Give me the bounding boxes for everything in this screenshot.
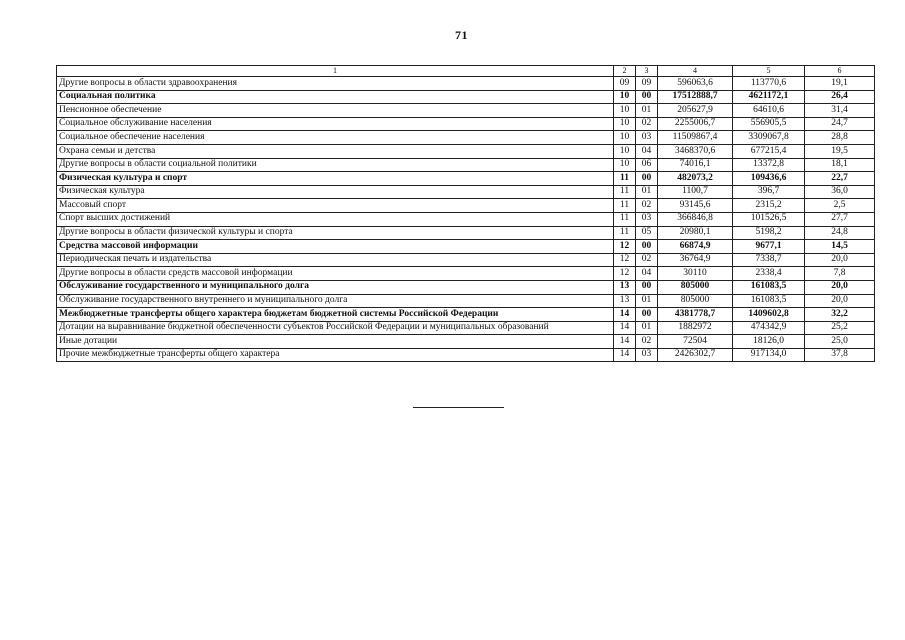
cell-section-code: 12 <box>614 240 636 254</box>
cell-percent: 37,8 <box>805 348 875 362</box>
cell-section-code: 14 <box>614 335 636 349</box>
cell-percent: 28,8 <box>805 131 875 145</box>
cell-percent: 32,2 <box>805 308 875 322</box>
cell-plan: 93145,6 <box>658 199 733 213</box>
cell-plan: 3468370,6 <box>658 144 733 158</box>
cell-section-code: 10 <box>614 117 636 131</box>
closing-divider-line <box>413 407 504 408</box>
cell-plan: 805000 <box>658 294 733 308</box>
table-row <box>57 321 875 335</box>
table-row <box>57 144 875 158</box>
cell-section-code: 13 <box>614 294 636 308</box>
cell-percent: 20,0 <box>805 253 875 267</box>
cell-percent: 20,0 <box>805 280 875 294</box>
cell-executed: 13372,8 <box>733 158 805 172</box>
cell-plan: 11509867,4 <box>658 131 733 145</box>
cell-subsection-code: 01 <box>636 104 658 118</box>
table-row <box>57 172 875 186</box>
cell-subsection-code: 01 <box>636 321 658 335</box>
cell-executed: 64610,6 <box>733 104 805 118</box>
cell-section-code: 11 <box>614 172 636 186</box>
cell-percent: 24,7 <box>805 117 875 131</box>
cell-plan: 482073,2 <box>658 172 733 186</box>
cell-plan: 20980,1 <box>658 226 733 240</box>
cell-section-code: 11 <box>614 226 636 240</box>
cell-subsection-code: 00 <box>636 280 658 294</box>
cell-executed: 161083,5 <box>733 280 805 294</box>
cell-executed: 5198,2 <box>733 226 805 240</box>
table-row <box>57 308 875 322</box>
column-header-executed: 5 <box>733 66 805 77</box>
cell-plan: 66874,9 <box>658 240 733 254</box>
cell-name: Обслуживание государственного внутреннего и муниципального долга <box>57 294 614 308</box>
cell-subsection-code: 00 <box>636 240 658 254</box>
cell-section-code: 10 <box>614 144 636 158</box>
cell-percent: 2,5 <box>805 199 875 213</box>
cell-percent: 22,7 <box>805 172 875 186</box>
cell-subsection-code: 06 <box>636 158 658 172</box>
cell-section-code: 10 <box>614 104 636 118</box>
cell-name: Другие вопросы в области средств массовой информации <box>57 267 614 281</box>
cell-subsection-code: 09 <box>636 77 658 91</box>
cell-percent: 19,1 <box>805 77 875 91</box>
table-row <box>57 253 875 267</box>
cell-name: Социальное обслуживание населения <box>57 117 614 131</box>
cell-executed: 101526,5 <box>733 212 805 226</box>
cell-name: Социальная политика <box>57 90 614 104</box>
cell-percent: 18,1 <box>805 158 875 172</box>
cell-executed: 917134,0 <box>733 348 805 362</box>
table-row <box>57 280 875 294</box>
cell-percent: 27,7 <box>805 212 875 226</box>
cell-section-code: 12 <box>614 253 636 267</box>
table-row <box>57 185 875 199</box>
cell-section-code: 11 <box>614 199 636 213</box>
cell-plan: 36764,9 <box>658 253 733 267</box>
cell-executed: 474342,9 <box>733 321 805 335</box>
cell-percent: 20,0 <box>805 294 875 308</box>
cell-executed: 18126,0 <box>733 335 805 349</box>
cell-subsection-code: 03 <box>636 348 658 362</box>
cell-executed: 556905,5 <box>733 117 805 131</box>
cell-section-code: 11 <box>614 212 636 226</box>
cell-percent: 7,8 <box>805 267 875 281</box>
column-header-name: 1 <box>57 66 614 77</box>
column-header-plan: 4 <box>658 66 733 77</box>
table-row <box>57 117 875 131</box>
cell-name: Охрана семьи и детства <box>57 144 614 158</box>
cell-plan: 205627,9 <box>658 104 733 118</box>
table-row <box>57 335 875 349</box>
cell-section-code: 10 <box>614 158 636 172</box>
table-row <box>57 158 875 172</box>
table-header-row <box>57 66 875 77</box>
cell-percent: 24,8 <box>805 226 875 240</box>
cell-name: Спорт высших достижений <box>57 212 614 226</box>
cell-percent: 14,5 <box>805 240 875 254</box>
cell-name: Периодическая печать и издательства <box>57 253 614 267</box>
cell-subsection-code: 02 <box>636 253 658 267</box>
cell-name: Прочие межбюджетные трансферты общего характера <box>57 348 614 362</box>
table-row <box>57 240 875 254</box>
cell-section-code: 11 <box>614 185 636 199</box>
cell-name: Пенсионное обеспечение <box>57 104 614 118</box>
cell-subsection-code: 02 <box>636 335 658 349</box>
column-header-section: 2 <box>614 66 636 77</box>
cell-plan: 805000 <box>658 280 733 294</box>
cell-name: Дотации на выравнивание бюджетной обеспеченности субъектов Российской Федерации и муниципальных образований <box>57 321 614 335</box>
cell-name: Иные дотации <box>57 335 614 349</box>
cell-executed: 2338,4 <box>733 267 805 281</box>
budget-table <box>56 65 875 362</box>
cell-executed: 396,7 <box>733 185 805 199</box>
cell-name: Межбюджетные трансферты общего характера бюджетам бюджетной системы Российской Федерации <box>57 308 614 322</box>
cell-plan: 596063,6 <box>658 77 733 91</box>
page-number: 71 <box>455 28 468 42</box>
table-row <box>57 212 875 226</box>
cell-plan: 30110 <box>658 267 733 281</box>
cell-name: Другие вопросы в области социальной политики <box>57 158 614 172</box>
cell-subsection-code: 00 <box>636 90 658 104</box>
cell-plan: 2255006,7 <box>658 117 733 131</box>
cell-name: Массовый спорт <box>57 199 614 213</box>
table-row <box>57 77 875 91</box>
cell-subsection-code: 00 <box>636 172 658 186</box>
cell-plan: 1100,7 <box>658 185 733 199</box>
cell-plan: 366846,8 <box>658 212 733 226</box>
table-row <box>57 199 875 213</box>
cell-name: Физическая культура <box>57 185 614 199</box>
cell-name: Другие вопросы в области здравоохранения <box>57 77 614 91</box>
cell-executed: 4621172,1 <box>733 90 805 104</box>
cell-section-code: 10 <box>614 90 636 104</box>
cell-plan: 72504 <box>658 335 733 349</box>
cell-subsection-code: 01 <box>636 294 658 308</box>
cell-executed: 109436,6 <box>733 172 805 186</box>
cell-subsection-code: 05 <box>636 226 658 240</box>
cell-subsection-code: 00 <box>636 308 658 322</box>
table-row <box>57 131 875 145</box>
cell-subsection-code: 03 <box>636 131 658 145</box>
cell-percent: 26,4 <box>805 90 875 104</box>
cell-executed: 1409602,8 <box>733 308 805 322</box>
cell-percent: 25,2 <box>805 321 875 335</box>
table-row <box>57 294 875 308</box>
cell-subsection-code: 01 <box>636 185 658 199</box>
table-row <box>57 104 875 118</box>
cell-executed: 161083,5 <box>733 294 805 308</box>
cell-executed: 2315,2 <box>733 199 805 213</box>
cell-executed: 113770,6 <box>733 77 805 91</box>
cell-name: Средства массовой информации <box>57 240 614 254</box>
cell-section-code: 14 <box>614 308 636 322</box>
cell-section-code: 10 <box>614 131 636 145</box>
cell-executed: 9677,1 <box>733 240 805 254</box>
cell-section-code: 12 <box>614 267 636 281</box>
cell-plan: 2426302,7 <box>658 348 733 362</box>
cell-section-code: 14 <box>614 348 636 362</box>
cell-section-code: 14 <box>614 321 636 335</box>
cell-subsection-code: 03 <box>636 212 658 226</box>
column-header-percent: 6 <box>805 66 875 77</box>
cell-name: Физическая культура и спорт <box>57 172 614 186</box>
cell-percent: 25,0 <box>805 335 875 349</box>
cell-plan: 17512888,7 <box>658 90 733 104</box>
cell-executed: 7338,7 <box>733 253 805 267</box>
cell-subsection-code: 04 <box>636 144 658 158</box>
column-header-subsection: 3 <box>636 66 658 77</box>
cell-name: Другие вопросы в области физической культуры и спорта <box>57 226 614 240</box>
cell-name: Социальное обеспечение населения <box>57 131 614 145</box>
cell-subsection-code: 02 <box>636 117 658 131</box>
cell-subsection-code: 04 <box>636 267 658 281</box>
cell-name: Обслуживание государственного и муниципального долга <box>57 280 614 294</box>
cell-executed: 677215,4 <box>733 144 805 158</box>
cell-section-code: 09 <box>614 77 636 91</box>
cell-plan: 1882972 <box>658 321 733 335</box>
table-row <box>57 226 875 240</box>
cell-section-code: 13 <box>614 280 636 294</box>
cell-percent: 19,5 <box>805 144 875 158</box>
table-row <box>57 267 875 281</box>
cell-executed: 3309067,8 <box>733 131 805 145</box>
table-row <box>57 348 875 362</box>
cell-percent: 31,4 <box>805 104 875 118</box>
table-row <box>57 90 875 104</box>
cell-percent: 36,0 <box>805 185 875 199</box>
cell-subsection-code: 02 <box>636 199 658 213</box>
cell-plan: 4381778,7 <box>658 308 733 322</box>
cell-plan: 74016,1 <box>658 158 733 172</box>
